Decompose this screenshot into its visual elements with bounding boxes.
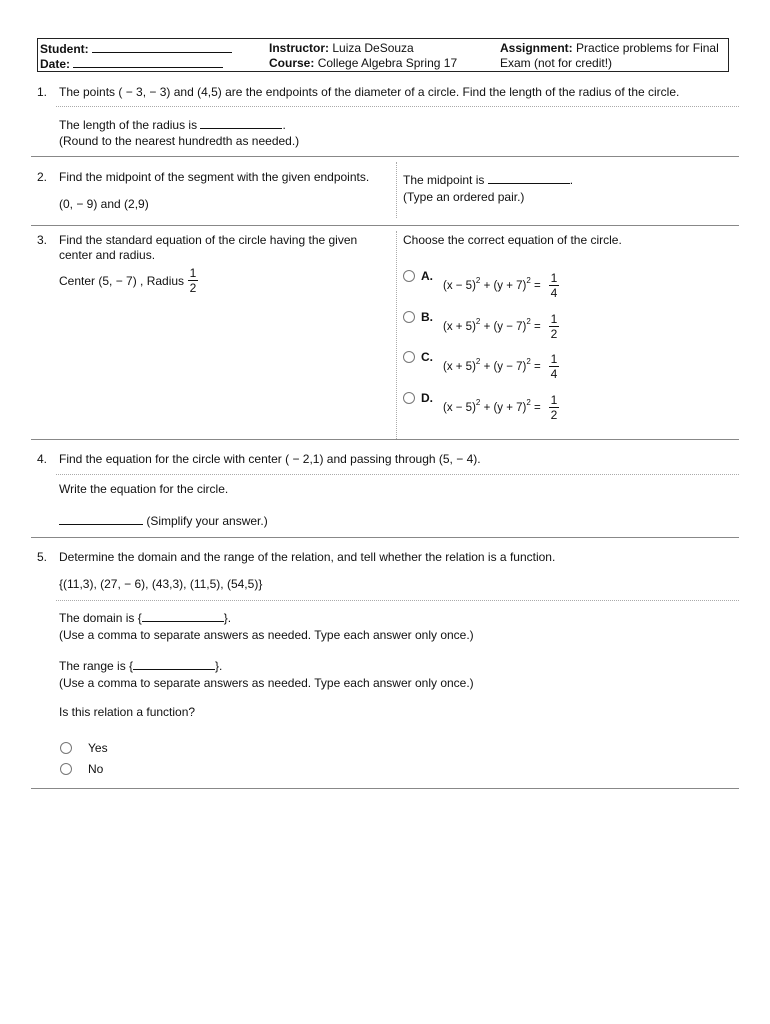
q3-option-letter[interactable]: A. xyxy=(421,269,433,283)
q5-yes-label[interactable]: Yes xyxy=(88,741,108,755)
q3-option-equation xyxy=(443,398,541,414)
column-divider xyxy=(396,162,397,218)
exponent: 2 xyxy=(475,357,481,366)
divider xyxy=(56,474,739,475)
student-field[interactable] xyxy=(40,41,232,57)
q1-answer-blank[interactable] xyxy=(200,116,282,129)
q2-endpoints: (0, − 9) and (2,9) xyxy=(59,197,149,211)
q1-number: 1. xyxy=(37,85,48,99)
divider xyxy=(56,600,739,601)
q5-range-suffix: }. xyxy=(215,659,223,673)
header-box xyxy=(37,38,729,72)
question-separator xyxy=(31,156,739,157)
q5-prompt: Determine the domain and the range of the relation, and tell whether the relation is a function. xyxy=(59,550,556,564)
assignment-value-line2: Exam (not for credit!) xyxy=(500,56,613,70)
equation-eq: = xyxy=(530,321,541,333)
q5-function-question: Is this relation a function? xyxy=(59,705,196,719)
assignment-value: Practice problems for Final xyxy=(576,41,719,55)
q5-domain-line xyxy=(59,609,231,626)
q1-answer-label: The length of the radius is xyxy=(59,118,198,132)
course-label: Course: xyxy=(269,56,315,70)
q5-range-label: The range is { xyxy=(59,659,134,673)
q3-option-fraction xyxy=(549,272,559,299)
course-value: College Algebra Spring 17 xyxy=(317,56,458,70)
q3-option-letter[interactable]: B. xyxy=(421,310,433,324)
q5-domain-blank[interactable] xyxy=(142,609,224,622)
equation-eq: = xyxy=(530,361,541,373)
q4-number: 4. xyxy=(37,452,48,466)
q5-relation: {(11,3), (27, − 6), (43,3), (11,5), (54,5)} xyxy=(59,577,263,591)
exponent: 2 xyxy=(526,317,531,326)
q1-prompt: The points ( − 3, − 3) and (4,5) are the endpoints of the diameter of a circle. Find the length of the radius of the circle. xyxy=(59,85,680,99)
q3-prompt-line2: center and radius. xyxy=(59,248,156,262)
q3-option-fraction xyxy=(549,394,559,421)
divider xyxy=(56,106,739,107)
equation-lhs: (x − 5) xyxy=(443,280,476,292)
question-separator xyxy=(31,225,739,226)
q3-option-equation xyxy=(443,357,541,373)
q3-option-fraction xyxy=(549,353,559,380)
fraction-numerator: 1 xyxy=(550,352,558,366)
q5-range-line xyxy=(59,657,222,674)
question-separator xyxy=(31,439,739,440)
date-blank[interactable] xyxy=(73,56,223,68)
exponent: 2 xyxy=(526,398,531,407)
q4-instruction: Write the equation for the circle. xyxy=(59,482,229,496)
equation-mid: + (y − 7) xyxy=(480,361,527,373)
q3-prompt: Find the standard equation of the circle having the given xyxy=(59,233,358,247)
instructor-label: Instructor: xyxy=(269,41,329,55)
student-label: Student: xyxy=(40,42,89,56)
student-blank[interactable] xyxy=(92,41,232,53)
exponent: 2 xyxy=(475,317,481,326)
q5-yes-radio[interactable] xyxy=(60,742,72,754)
q5-number: 5. xyxy=(37,550,48,564)
q3-radius-fraction xyxy=(188,267,198,294)
q4-answer-line xyxy=(59,512,268,529)
q1-answer-line xyxy=(59,116,286,133)
q4-prompt: Find the equation for the circle with center ( − 2,1) and passing through (5, − 4). xyxy=(59,452,481,466)
equation-eq: = xyxy=(530,280,541,292)
q5-domain-hint: (Use a comma to separate answers as needed. Type each answer only once.) xyxy=(59,628,474,642)
q3-option-equation xyxy=(443,276,541,292)
q3-option-radio[interactable] xyxy=(403,270,415,282)
date-label: Date: xyxy=(40,57,71,71)
q3-option-radio[interactable] xyxy=(403,311,415,323)
fraction-denominator: 2 xyxy=(550,408,558,422)
exponent: 2 xyxy=(475,276,481,285)
q2-number: 2. xyxy=(37,170,48,184)
q4-hint: (Simplify your answer.) xyxy=(146,514,268,528)
q5-domain-label: The domain is { xyxy=(59,611,142,625)
exponent: 2 xyxy=(526,276,531,285)
fraction-denominator: 4 xyxy=(550,286,558,300)
q3-number: 3. xyxy=(37,233,48,247)
q5-no-radio[interactable] xyxy=(60,763,72,775)
fraction-denominator: 4 xyxy=(550,367,558,381)
q3-radius-denominator: 2 xyxy=(189,281,197,295)
q3-option-letter[interactable]: D. xyxy=(421,391,433,405)
q5-range-blank[interactable] xyxy=(133,657,215,670)
q3-option-letter[interactable]: C. xyxy=(421,350,433,364)
q5-domain-suffix: }. xyxy=(223,611,232,625)
q3-center-radius: Center (5, − 7) , Radius xyxy=(59,274,185,288)
q1-answer-suffix: . xyxy=(282,118,286,132)
column-divider xyxy=(396,231,397,439)
equation-lhs: (x + 5) xyxy=(443,361,476,373)
fraction-numerator: 1 xyxy=(550,312,558,326)
instructor xyxy=(269,41,414,56)
equation-mid: + (y + 7) xyxy=(480,402,527,414)
equation-mid: + (y − 7) xyxy=(480,321,527,333)
q2-answer-blank[interactable] xyxy=(488,171,570,184)
q3-radius-numerator: 1 xyxy=(189,266,197,280)
fraction-numerator: 1 xyxy=(550,271,558,285)
equation-mid: + (y + 7) xyxy=(480,280,527,292)
exponent: 2 xyxy=(475,398,481,407)
q4-answer-blank[interactable] xyxy=(59,512,143,525)
assignment-label: Assignment: xyxy=(500,41,573,55)
q5-no-label[interactable]: No xyxy=(88,762,104,776)
assignment xyxy=(500,41,719,56)
q2-prompt: Find the midpoint of the segment with the given endpoints. xyxy=(59,170,370,184)
question-separator xyxy=(31,537,739,538)
instructor-value: Luiza DeSouza xyxy=(332,41,414,55)
q3-choose-prompt: Choose the correct equation of the circle. xyxy=(403,233,622,247)
course xyxy=(269,56,457,71)
fraction-denominator: 2 xyxy=(550,327,558,341)
equation-lhs: (x − 5) xyxy=(443,402,476,414)
question-separator xyxy=(31,788,739,789)
q3-option-radio[interactable] xyxy=(403,351,415,363)
q2-answer-suffix: . xyxy=(569,173,574,187)
q3-option-radio[interactable] xyxy=(403,392,415,404)
q2-answer-line xyxy=(403,171,573,188)
q2-answer-label: The midpoint is xyxy=(403,173,485,187)
q1-hint: (Round to the nearest hundredth as needed.) xyxy=(59,134,300,148)
fraction-numerator: 1 xyxy=(550,393,558,407)
q3-option-fraction xyxy=(549,313,559,340)
exponent: 2 xyxy=(526,357,531,366)
equation-lhs: (x + 5) xyxy=(443,321,476,333)
q5-range-hint: (Use a comma to separate answers as needed. Type each answer only once.) xyxy=(59,676,474,690)
date-field[interactable] xyxy=(40,56,223,72)
equation-eq: = xyxy=(530,402,541,414)
q2-hint: (Type an ordered pair.) xyxy=(403,190,525,204)
q3-option-equation xyxy=(443,317,541,333)
